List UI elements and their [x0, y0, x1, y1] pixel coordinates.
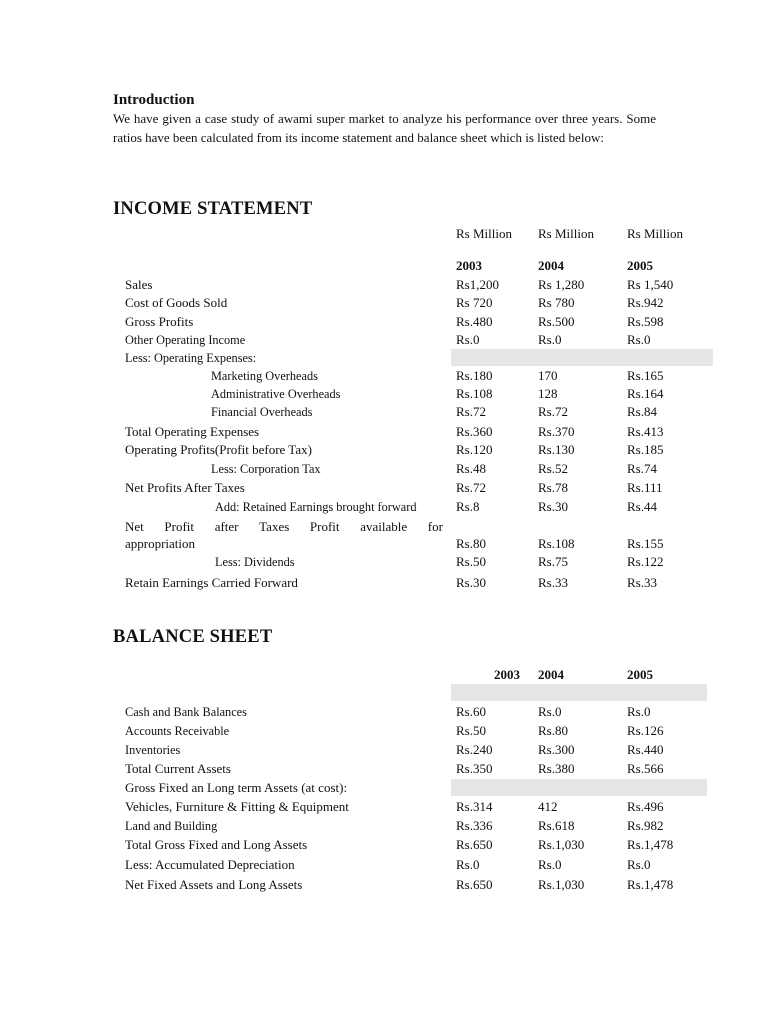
unit-2005: Rs Million [627, 226, 683, 241]
row-label: Less: Corporation Tax [211, 462, 321, 476]
row-label: Total Gross Fixed and Long Assets [125, 837, 308, 852]
cell-2004: Rs.1,030 [538, 837, 585, 852]
cell-2005: Rs.598 [627, 314, 664, 329]
cell-2003: Rs 720 [456, 295, 493, 310]
word: after [214, 519, 239, 534]
cell-2005: Rs.33 [627, 575, 657, 590]
bs-year-2003: 2003 [494, 667, 520, 682]
cell-2004: Rs.80 [538, 723, 568, 738]
row-label: Inventories [125, 743, 181, 757]
cell-2005: Rs.0 [627, 857, 651, 872]
cell-2005: Rs.1,478 [627, 837, 674, 852]
year-2005: 2005 [627, 258, 653, 273]
cell-2003: Rs.108 [456, 386, 493, 401]
cell-2003: Rs.650 [456, 837, 493, 852]
cell-2005: Rs.982 [627, 818, 664, 833]
cell-2003: Rs.480 [456, 314, 493, 329]
word: Profit [164, 519, 195, 534]
row-label: Cash and Bank Balances [125, 705, 247, 719]
cell-2003: Rs.350 [456, 761, 493, 776]
cell-2005: Rs.155 [627, 536, 664, 551]
cell-2005: Rs.496 [627, 799, 664, 814]
row-label: Retain Earnings Carried Forward [125, 575, 298, 590]
cell-2004: Rs.75 [538, 554, 568, 569]
cell-2003: Rs.60 [456, 704, 486, 719]
cell-2005: Rs.942 [627, 295, 664, 310]
cell-2004: Rs.618 [538, 818, 575, 833]
balance-sheet-title: BALANCE SHEET [113, 627, 273, 647]
cell-2004: Rs.78 [538, 480, 568, 495]
row-label: Financial Overheads [211, 405, 313, 419]
word: for [427, 519, 443, 534]
word: Profit [309, 519, 340, 534]
row-label: Less: Operating Expenses: [125, 351, 257, 365]
cell-2004: Rs.0 [538, 704, 562, 719]
cell-2004: Rs.108 [538, 536, 575, 551]
row-label: Less: Accumulated Depreciation [125, 857, 295, 872]
cell-2003: Rs.240 [456, 742, 493, 757]
cell-2005: Rs.165 [627, 368, 664, 383]
shaded-band [451, 779, 707, 796]
cell-2005: Rs 1,540 [627, 277, 674, 292]
cell-2004: Rs.370 [538, 424, 575, 439]
row-label: Land and Building [125, 819, 218, 833]
word: Taxes [259, 519, 290, 534]
unit-2003: Rs Million [456, 226, 512, 241]
cell-2003: Rs.360 [456, 424, 493, 439]
cell-2003: Rs.72 [456, 480, 486, 495]
income-statement-title: INCOME STATEMENT [113, 199, 313, 219]
cell-2003: Rs.180 [456, 368, 493, 383]
cell-2005: Rs.164 [627, 386, 664, 401]
row-label: Vehicles, Furniture & Fitting & Equipment [125, 799, 349, 814]
word: available [360, 519, 408, 534]
cell-2004: Rs.130 [538, 442, 575, 457]
cell-2003: Rs.48 [456, 461, 486, 476]
row-label: Gross Fixed an Long term Assets (at cost): [125, 780, 348, 795]
cell-2003: Rs.120 [456, 442, 493, 457]
cell-2003: Rs.30 [456, 575, 486, 590]
cell-2003: Rs.72 [456, 404, 486, 419]
row-label: Accounts Receivable [125, 724, 230, 738]
cell-2005: Rs.84 [627, 404, 657, 419]
row-label: Marketing Overheads [211, 369, 318, 383]
np-appropriation-line2: appropriation [125, 536, 196, 551]
bs-year-2004: 2004 [538, 667, 564, 682]
word: Net [125, 519, 144, 534]
cell-2005: Rs.44 [627, 499, 657, 514]
row-label: Operating Profits(Profit before Tax) [125, 442, 312, 457]
cell-2004: 170 [538, 368, 558, 383]
cell-2004: Rs.52 [538, 461, 568, 476]
cell-2004: Rs 1,280 [538, 277, 585, 292]
cell-2005: Rs.0 [627, 704, 651, 719]
intro-heading: Introduction [113, 92, 195, 108]
cell-2005: Rs.74 [627, 461, 657, 476]
cell-2004: 412 [538, 799, 558, 814]
cell-2005: Rs.566 [627, 761, 664, 776]
row-label: Administrative Overheads [211, 387, 341, 401]
row-label: Add: Retained Earnings brought forward [215, 500, 417, 514]
cell-2003: Rs.50 [456, 554, 486, 569]
cell-2004: Rs.380 [538, 761, 575, 776]
cell-2005: Rs.1,478 [627, 877, 674, 892]
year-2003: 2003 [456, 258, 482, 273]
unit-2004: Rs Million [538, 226, 594, 241]
intro-paragraph: We have given a case study of awami super market to analyze his performance over three years. Some ratios have been calculated from its income statement and balance sheet which is listed below: [113, 111, 656, 145]
cell-2005: Rs.111 [627, 480, 663, 495]
cell-2004: Rs.500 [538, 314, 575, 329]
cell-2005: Rs.0 [627, 332, 651, 347]
cell-2003: Rs.336 [456, 818, 493, 833]
cell-2004: Rs 780 [538, 295, 575, 310]
cell-2004: Rs.0 [538, 857, 562, 872]
year-2004: 2004 [538, 258, 564, 273]
cell-2003: Rs.314 [456, 799, 493, 814]
cell-2004: Rs.300 [538, 742, 575, 757]
cell-2003: Rs.0 [456, 332, 480, 347]
cell-2004: Rs.30 [538, 499, 568, 514]
cell-2003: Rs1,200 [456, 277, 499, 292]
shaded-band [451, 684, 707, 701]
cell-2003: Rs.650 [456, 877, 493, 892]
cell-2005: Rs.440 [627, 742, 664, 757]
row-label: Cost of Goods Sold [125, 295, 228, 310]
row-label: Total Current Assets [125, 761, 231, 776]
cell-2004: Rs.0 [538, 332, 562, 347]
row-label: Less: Dividends [215, 555, 295, 569]
cell-2003: Rs.50 [456, 723, 486, 738]
cell-2005: Rs.185 [627, 442, 664, 457]
cell-2005: Rs.122 [627, 554, 664, 569]
cell-2003: Rs.0 [456, 857, 480, 872]
cell-2004: 128 [538, 386, 558, 401]
row-label: Total Operating Expenses [125, 424, 260, 439]
cell-2005: Rs.126 [627, 723, 664, 738]
row-label: Net Profits After Taxes [125, 480, 245, 495]
row-label: Gross Profits [125, 314, 194, 329]
cell-2004: Rs.33 [538, 575, 568, 590]
cell-2004: Rs.1,030 [538, 877, 585, 892]
row-label: Net Fixed Assets and Long Assets [125, 877, 303, 892]
row-label: Other Operating Income [125, 333, 246, 347]
row-label: Sales [125, 277, 153, 292]
cell-2003: Rs.8 [456, 499, 480, 514]
cell-2003: Rs.80 [456, 536, 486, 551]
cell-2004: Rs.72 [538, 404, 568, 419]
cell-2005: Rs.413 [627, 424, 664, 439]
bs-year-2005: 2005 [627, 667, 653, 682]
